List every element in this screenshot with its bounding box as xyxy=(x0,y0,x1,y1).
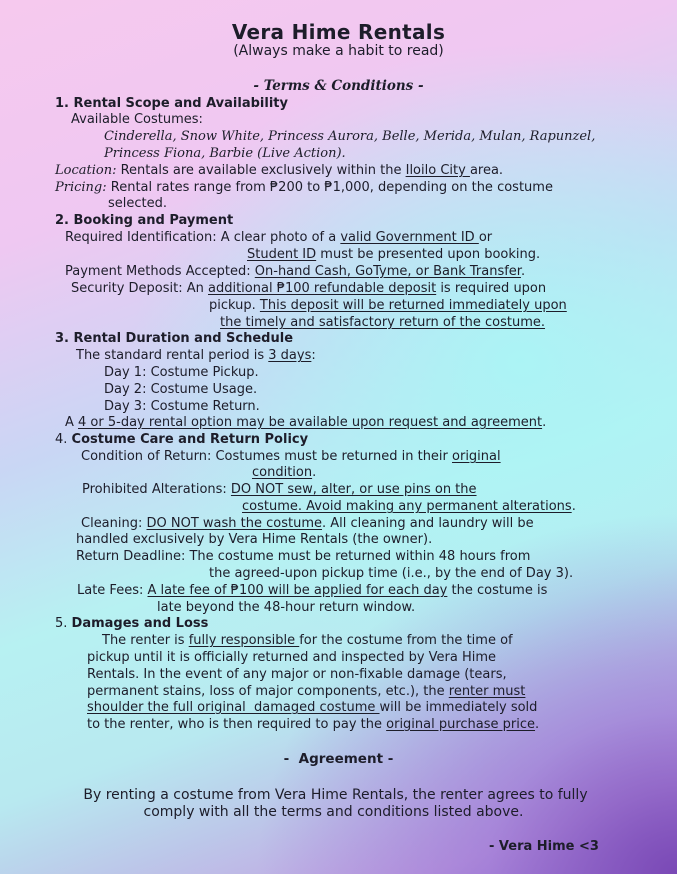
deadline-line2: the agreed-upon pickup time (i.e., by the end of Day 3). xyxy=(209,566,574,581)
deposit-line3: the timely and satisfactory return of the costume. xyxy=(220,315,546,330)
agreement-line2: comply with all the terms and conditions listed above. xyxy=(143,804,524,820)
option-end: . xyxy=(542,415,547,430)
section-4-title: Costume Care and Return Policy xyxy=(71,432,309,447)
id-line2-underline: Student ID xyxy=(247,247,317,262)
day-3: Day 3: Costume Return. xyxy=(104,399,260,414)
damages-line4 xyxy=(87,684,525,700)
pricing-line xyxy=(55,180,553,196)
cleaning-line2: handled exclusively by Vera Hime Rentals (the owner). xyxy=(76,532,433,547)
id-line2-end: must be presented upon booking. xyxy=(316,247,541,262)
section-5-title: Damages and Loss xyxy=(71,616,209,631)
id-line2 xyxy=(247,247,540,263)
late-fee-line xyxy=(77,583,547,599)
p6-text: to the renter, who is then required to pay the xyxy=(87,717,387,732)
cleaning-end: . All cleaning and laundry will be xyxy=(322,516,534,531)
p1-underline: fully responsible xyxy=(188,633,300,648)
prohibited-line2-underline: costume. Avoid making any permanent alterations xyxy=(242,499,572,514)
id-text: Required Identification: A clear photo of a xyxy=(65,230,341,245)
condition-line2-underline: condition xyxy=(252,465,313,480)
p4-underline: renter must xyxy=(448,684,526,699)
prohibited-line xyxy=(82,482,477,498)
location-line xyxy=(55,163,503,179)
p6-underline: original purchase price xyxy=(386,717,536,732)
deposit-line2-text: pickup. xyxy=(209,298,260,313)
prohibited-underline: DO NOT sew, alter, or use pins on the xyxy=(230,482,477,497)
late-fee-line2: late beyond the 48-hour return window. xyxy=(157,600,416,615)
deposit-line xyxy=(71,281,546,297)
option-underline: 4 or 5-day rental option may be available upon request and agreement xyxy=(78,415,543,430)
p6-end: . xyxy=(535,717,540,732)
condition-line2-end: . xyxy=(312,465,317,480)
condition-underline: original xyxy=(452,449,501,464)
damages-line3: Rentals. In the event of any major or non-fixable damage (tears, xyxy=(87,667,507,682)
p5-underline: shoulder the full original damaged costume xyxy=(87,700,380,715)
deadline-line1: Return Deadline: The costume must be returned within 48 hours from xyxy=(76,549,531,564)
cleaning-line xyxy=(81,516,534,532)
damages-line6 xyxy=(87,717,539,733)
late-end: the costume is xyxy=(447,583,548,598)
p4-text: permanent stains, loss of major components, etc.), the xyxy=(87,684,449,699)
cleaning-underline: DO NOT wash the costume xyxy=(146,516,323,531)
location-text: Rentals are available exclusively within the xyxy=(116,163,406,178)
location-label: Location: xyxy=(55,163,117,178)
agreement-line1: By renting a costume from Vera Hime Rentals, the renter agrees to fully xyxy=(83,787,588,803)
costumes-list-line1: Cinderella, Snow White, Princess Aurora, Belle, Merida, Mulan, Rapunzel, xyxy=(104,129,596,144)
costumes-label: Available Costumes: xyxy=(71,112,203,127)
section-1-heading: 1. Rental Scope and Availability xyxy=(55,96,288,111)
section-4-num: 4. xyxy=(55,432,72,447)
section-5-heading xyxy=(55,616,208,632)
condition-line2 xyxy=(252,465,316,481)
period-text: The standard rental period is xyxy=(76,348,269,363)
section-2-heading: 2. Booking and Payment xyxy=(55,213,234,228)
period-end: : xyxy=(311,348,316,363)
location-city: Iloilo City xyxy=(405,163,470,178)
day-1: Day 1: Costume Pickup. xyxy=(104,365,259,380)
pricing-text: Rental rates range from ₱200 to ₱1,000, depending on the costume xyxy=(106,180,553,195)
p5-end: will be immediately sold xyxy=(379,700,538,715)
payment-text: Payment Methods Accepted: xyxy=(65,264,255,279)
section-4-heading xyxy=(55,432,308,448)
page-title: Vera Hime Rentals xyxy=(231,20,446,44)
costumes-list-line2: Princess Fiona, Barbie (Live Action). xyxy=(104,146,346,161)
day-2: Day 2: Costume Usage. xyxy=(104,382,258,397)
prohibited-text: Prohibited Alterations: xyxy=(82,482,231,497)
deposit-line2 xyxy=(209,298,567,314)
period-line xyxy=(76,348,316,364)
period-underline: 3 days xyxy=(268,348,312,363)
cleaning-text: Cleaning: xyxy=(81,516,147,531)
damages-line2: pickup until it is officially returned and inspected by Vera Hime xyxy=(87,650,497,665)
payment-end: . xyxy=(520,264,526,279)
signature: - Vera Hime <3 xyxy=(489,839,599,854)
pricing-label: Pricing: xyxy=(55,180,107,195)
prohibited-line2-end: . xyxy=(571,499,576,514)
p1-text: The renter is xyxy=(102,633,189,648)
deposit-underline: additional ₱100 refundable deposit xyxy=(208,281,437,296)
terms-heading: - Terms & Conditions - xyxy=(253,78,424,94)
damages-line1 xyxy=(102,633,513,649)
payment-underline: On-hand Cash, GoTyme, or Bank Transfer xyxy=(254,264,521,279)
option-line xyxy=(65,415,546,431)
late-text: Late Fees: xyxy=(77,583,148,598)
deposit-text: Security Deposit: An xyxy=(71,281,208,296)
agreement-heading: - Agreement - xyxy=(283,751,394,767)
option-text: A xyxy=(65,415,79,430)
id-line xyxy=(65,230,492,246)
condition-text: Condition of Return: Costumes must be returned in their xyxy=(81,449,453,464)
page-subtitle: (Always make a habit to read) xyxy=(233,43,444,59)
location-end: area. xyxy=(469,163,504,178)
payment-line xyxy=(65,264,525,280)
id-underline: valid Government ID xyxy=(340,230,479,245)
id-end: or xyxy=(478,230,493,245)
deposit-line2-underline: This deposit will be returned immediately upon xyxy=(259,298,567,313)
prohibited-line2 xyxy=(242,499,576,515)
pricing-line2: selected. xyxy=(108,196,168,211)
section-3-heading: 3. Rental Duration and Schedule xyxy=(55,331,294,346)
p1-end: for the costume from the time of xyxy=(299,633,513,648)
deposit-end: is required upon xyxy=(436,281,547,296)
condition-line xyxy=(81,449,501,465)
section-5-num: 5. xyxy=(55,616,72,631)
late-underline: A late fee of ₱100 will be applied for each day xyxy=(147,583,448,598)
damages-line5 xyxy=(87,700,537,716)
